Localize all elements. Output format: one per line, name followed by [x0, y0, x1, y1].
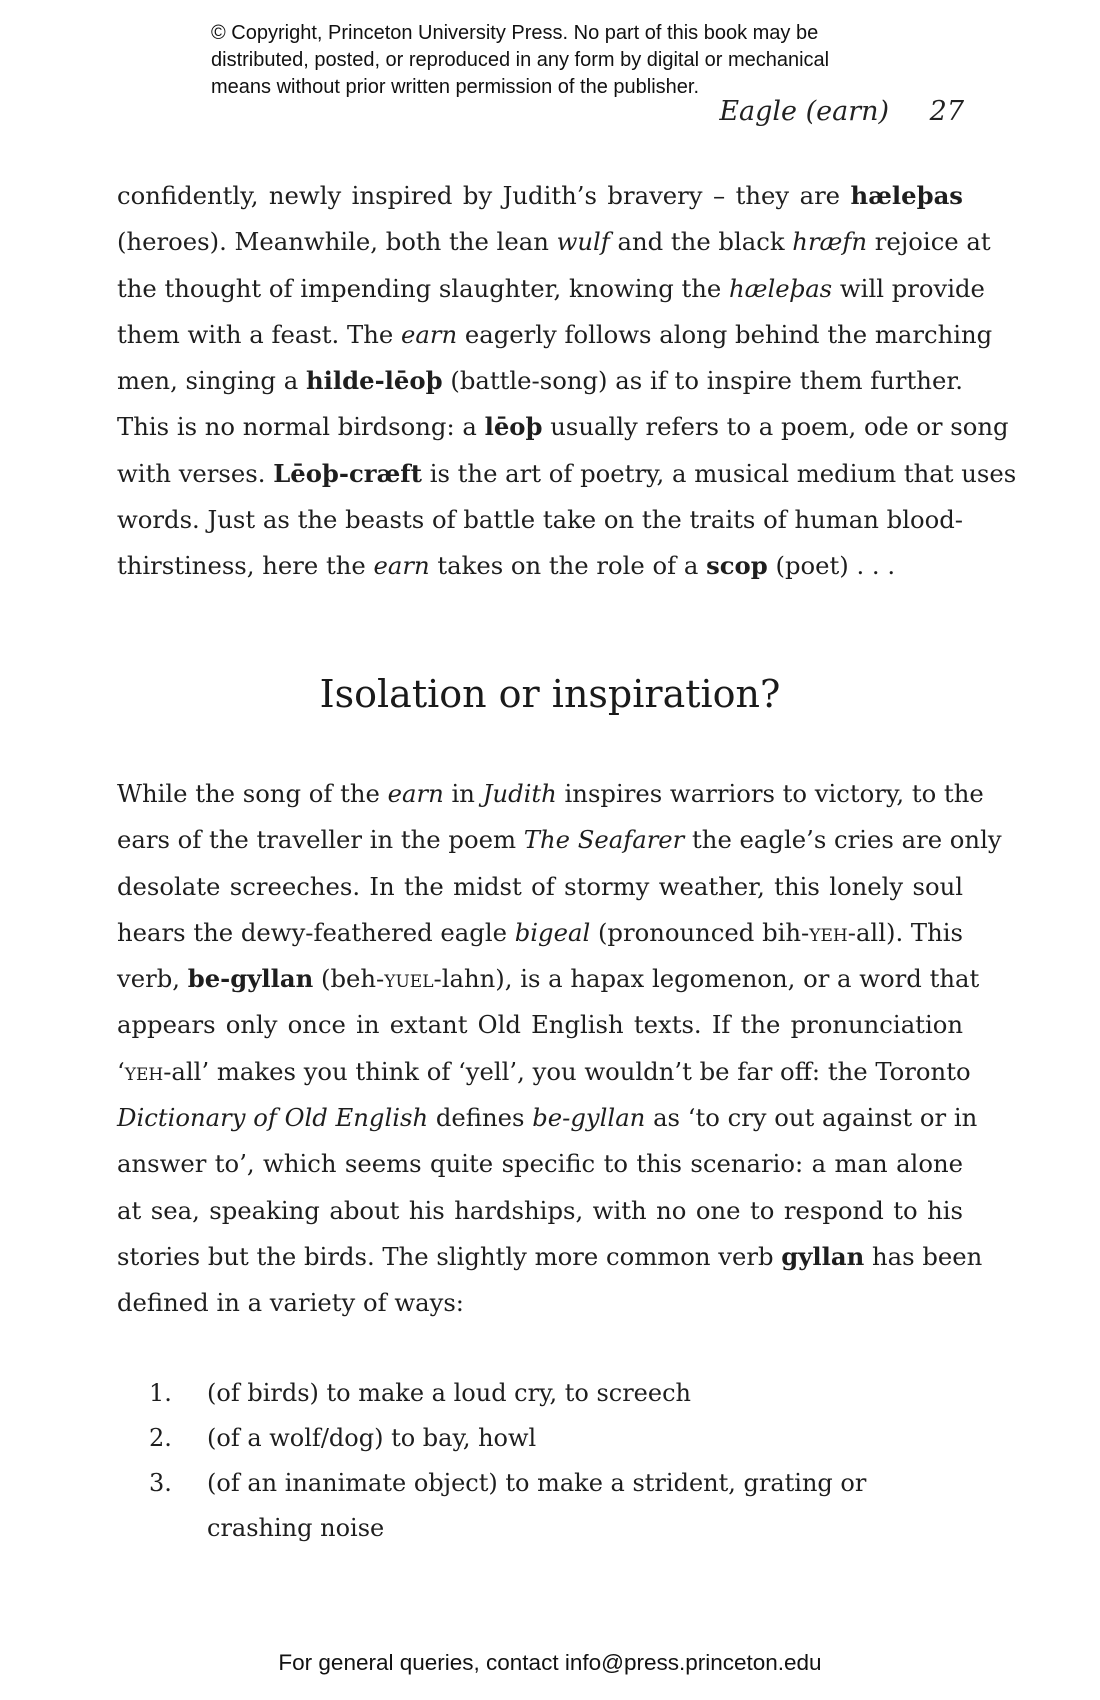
- italic-term: bigeal: [514, 917, 591, 947]
- text-line: with verses. Lēoþ-cræft is the art of poetry, a musical medium that uses: [117, 458, 1017, 488]
- body-paragraph-2: [117, 771, 1002, 1327]
- text-line: appears only once in extant Old English texts. If the pronunciation: [117, 1010, 963, 1040]
- running-head-title: Eagle (earn): [719, 96, 890, 127]
- italic-term: hræfn: [792, 227, 868, 257]
- copyright-notice: [211, 20, 931, 101]
- body-paragraph-1: [117, 173, 1017, 590]
- text-line: ears of the traveller in the poem The Seafarer the eagle’s cries are only: [117, 825, 1002, 855]
- old-english-term: be-gyllan: [187, 964, 314, 994]
- copyright-line: © Copyright, Princeton University Press. No part of this book may be: [211, 22, 819, 44]
- list-number: 1.: [149, 1379, 172, 1407]
- list-text: (of a wolf/dog) to bay, howl: [207, 1424, 537, 1452]
- italic-term: Dictionary of Old English: [117, 1103, 429, 1133]
- old-english-term: scop: [706, 551, 768, 581]
- old-english-term: hilde-lēoþ: [306, 366, 443, 396]
- text-line: men, singing a hilde-lēoþ (battle-song) as if to inspire them further.: [117, 366, 964, 396]
- text-line: at sea, speaking about his hardships, with no one to respond to his: [117, 1195, 963, 1225]
- text-line: While the song of the earn in Judith inspires warriors to victory, to the: [117, 779, 984, 808]
- stressed-syllable: yeh: [809, 917, 848, 947]
- text-line: confidently, newly inspired by Judith’s bravery – they are hæleþas: [117, 181, 963, 210]
- old-english-term: gyllan: [781, 1241, 865, 1271]
- footer-contact: For general queries, contact info@press.princeton.edu: [278, 1650, 822, 1675]
- text-line: thirstiness, here the earn takes on the role of a scop (poet) . . .: [117, 551, 896, 581]
- text-line: (heroes). Meanwhile, both the lean wulf and the black hræfn rejoice at: [117, 227, 991, 257]
- text-line: them with a feast. The earn eagerly follows along behind the marching: [117, 319, 993, 349]
- italic-term: earn: [400, 319, 458, 349]
- italic-term: wulf: [556, 227, 610, 257]
- italic-term: be-gyllan: [532, 1103, 646, 1133]
- stressed-syllable: yuel: [384, 964, 434, 994]
- old-english-term: hæleþas: [850, 181, 963, 210]
- list-text: (of an inanimate object) to make a strident, grating or crashing noise: [207, 1469, 867, 1542]
- definition-list: [117, 1371, 963, 1551]
- italic-term: Judith: [482, 779, 557, 808]
- list-item: [117, 1416, 963, 1461]
- old-english-term: lēoþ: [484, 412, 543, 442]
- text-line: answer to’, which seems quite specific to this scenario: a man alone: [117, 1149, 963, 1179]
- copyright-line: distributed, posted, or reproduced in any form by digital or mechanical: [211, 49, 830, 71]
- text-line: hears the dewy-feathered eagle bigeal (pronounced bih-yeh-all). This: [117, 917, 963, 947]
- list-number: 3.: [149, 1469, 172, 1497]
- page-number: 27: [929, 96, 964, 127]
- text-line: desolate screeches. In the midst of stormy weather, this lonely soul: [117, 871, 963, 901]
- italic-term: earn: [373, 551, 430, 581]
- section-heading: Isolation or inspiration?: [319, 672, 781, 716]
- list-item: [117, 1371, 963, 1416]
- copyright-line: means without prior written permission of the publisher.: [211, 76, 700, 98]
- italic-term: hæleþas: [729, 273, 833, 303]
- list-number: 2.: [149, 1424, 172, 1452]
- text-line: This is no normal birdsong: a lēoþ usually refers to a poem, ode or song: [117, 412, 1009, 442]
- text-line: verb, be-gyllan (beh-yuel-lahn), is a hapax legomenon, or a word that: [117, 964, 980, 994]
- text-line: the thought of impending slaughter, knowing the hæleþas will provide: [117, 273, 985, 303]
- list-item: [117, 1461, 963, 1551]
- text-line: ‘yeh-all’ makes you think of ‘yell’, you wouldn’t be far off: the Toronto: [117, 1056, 971, 1086]
- text-line: Dictionary of Old English defines be-gyllan as ‘to cry out against or in: [117, 1103, 978, 1133]
- list-text: (of birds) to make a loud cry, to screech: [207, 1379, 691, 1407]
- italic-term: The Seafarer: [523, 825, 685, 855]
- stressed-syllable: yeh: [124, 1056, 164, 1086]
- running-head: [719, 96, 964, 127]
- old-english-term: Lēoþ-cræft: [273, 458, 422, 488]
- text-line: defined in a variety of ways:: [117, 1288, 464, 1318]
- text-line: words. Just as the beasts of battle take on the traits of human blood-: [117, 505, 963, 535]
- text-line: stories but the birds. The slightly more common verb gyllan has been: [117, 1241, 983, 1271]
- italic-term: earn: [387, 779, 444, 808]
